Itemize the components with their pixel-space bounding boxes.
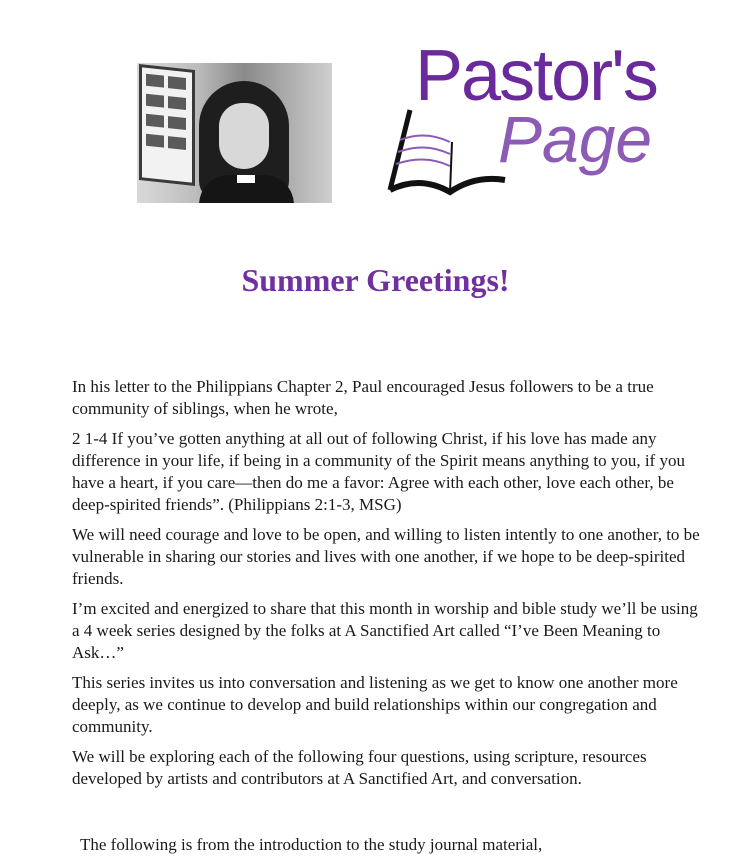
pastor-photo (137, 63, 332, 203)
paragraph: In his letter to the Philippians Chapter 2, Paul encouraged Jesus followers to be a true community of siblings, when he wrote, (72, 377, 654, 418)
paragraph: 2 1-4 If you’ve gotten anything at all out of following Christ, if his love has made any difference in your life, if being in a community of the Spirit means anything to you, if you have a heart, if you care—then do me a favor: Agree with each other, love each other, be deep-spirited friends”. (Philippians 2:1-3, MSG) (72, 429, 685, 514)
paragraph: We will be exploring each of the following four questions, using scripture, resources developed by artists and contributors at A Sanctified Art, and conversation. (72, 747, 647, 788)
paragraph: This series invites us into conversation and listening as we get to know one another more deeply, as we continue to develop and build relationships within our congregation and community. (72, 673, 678, 736)
pastors-page-logo (380, 36, 657, 210)
clerical-collar (199, 175, 294, 203)
article-body (72, 376, 700, 798)
page-title: Summer Greetings! (241, 262, 510, 298)
wall-picture-frame (139, 64, 195, 186)
logo-word-pastors: Pastor's (415, 36, 657, 116)
paragraph: We will need courage and love to be open, and willing to listen intently to one another, to be vulnerable in sharing our stories and lives with one another, if we hope to be deep-spirited friends. (72, 525, 700, 588)
portrait-face (219, 103, 269, 169)
logo-word-page: Page (498, 102, 653, 176)
paragraph: I’m excited and energized to share that this month in worship and bible study we’ll be using a 4 week series designed by the folks at A Sanctified Art called “I’ve Been Meaning to Ask…” (72, 599, 698, 662)
closing-line: The following is from the introduction to the study journal material, (80, 835, 543, 854)
